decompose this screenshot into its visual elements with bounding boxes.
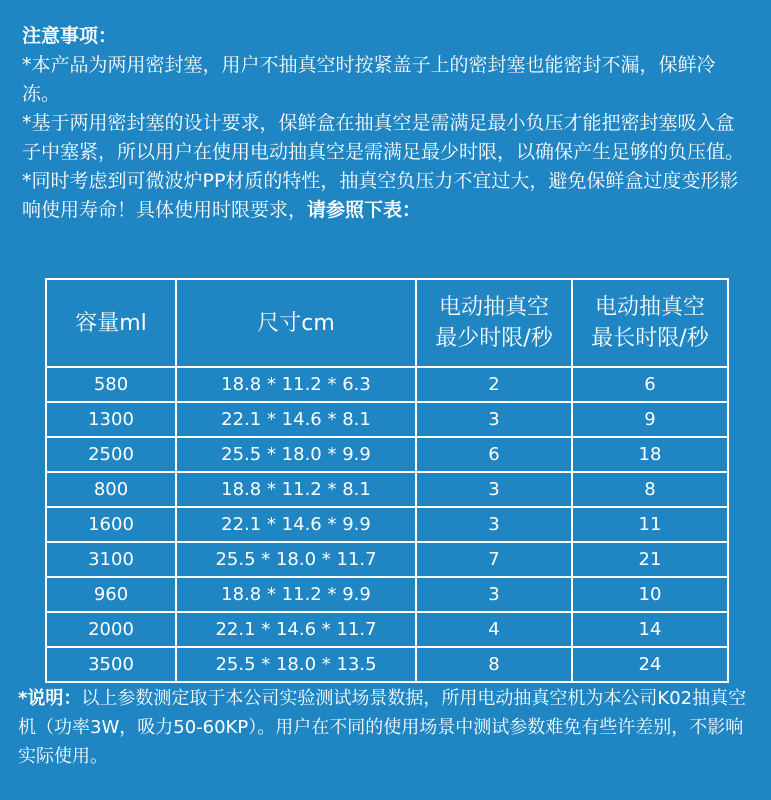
cell-capacity: 2000 xyxy=(46,612,176,647)
cell-size: 22.1 * 14.6 * 11.7 xyxy=(176,612,416,647)
cell-max: 11 xyxy=(572,507,728,542)
cell-min: 3 xyxy=(416,507,572,542)
footer-label: *说明： xyxy=(18,688,82,709)
table-row xyxy=(46,507,728,542)
header-size: 尺寸cm xyxy=(176,279,416,367)
cell-max: 18 xyxy=(572,437,728,472)
cell-min: 6 xyxy=(416,437,572,472)
cell-max: 10 xyxy=(572,577,728,612)
cell-size: 22.1 * 14.6 * 8.1 xyxy=(176,402,416,437)
cell-capacity: 580 xyxy=(46,367,176,402)
note-paragraph-3-text: *同时考虑到可微波炉PP材质的特性，抽真空负压力不宜过大，避免保鲜盒过度变形影响使用寿命！具体使用时限要求， xyxy=(22,170,739,221)
cell-capacity: 1300 xyxy=(46,402,176,437)
cell-capacity: 3100 xyxy=(46,542,176,577)
cell-size: 18.8 * 11.2 * 8.1 xyxy=(176,472,416,507)
cell-min: 2 xyxy=(416,367,572,402)
table-header-row xyxy=(46,279,728,367)
note-paragraph-1: *本产品为两用密封塞，用户不抽真空时按紧盖子上的密封塞也能密封不漏，保鲜冷冻。 xyxy=(22,54,716,105)
cell-capacity: 1600 xyxy=(46,507,176,542)
note-paragraph-2: *基于两用密封塞的设计要求，保鲜盒在抽真空是需满足最小负压才能把密封塞吸入盒子中塞紧，所以用户在使用电动抽真空是需满足最少时限，以确保产生足够的负压值。 xyxy=(22,112,745,163)
table-row xyxy=(46,367,728,402)
vacuum-time-table xyxy=(45,278,729,683)
footer-note xyxy=(18,684,758,771)
cell-capacity: 3500 xyxy=(46,647,176,682)
cell-size: 25.5 * 18.0 * 9.9 xyxy=(176,437,416,472)
notes-heading: 注意事项： xyxy=(22,25,118,47)
cell-min: 8 xyxy=(416,647,572,682)
table-row xyxy=(46,647,728,682)
header-min-time xyxy=(416,279,572,367)
cell-size: 22.1 * 14.6 * 9.9 xyxy=(176,507,416,542)
table-row xyxy=(46,542,728,577)
cell-max: 24 xyxy=(572,647,728,682)
header-min-line1: 电动抽真空 xyxy=(438,295,549,320)
cell-max: 6 xyxy=(572,367,728,402)
table-row xyxy=(46,612,728,647)
cell-max: 14 xyxy=(572,612,728,647)
header-min-line2: 最少时限/秒 xyxy=(435,326,553,351)
cell-capacity: 960 xyxy=(46,577,176,612)
note-paragraph-3 xyxy=(22,167,752,225)
cell-size: 18.8 * 11.2 * 9.9 xyxy=(176,577,416,612)
notes-section xyxy=(22,22,752,225)
table-row xyxy=(46,402,728,437)
cell-max: 21 xyxy=(572,542,728,577)
note-paragraph-3-emphasis: 请参照下表： xyxy=(307,199,422,221)
cell-min: 3 xyxy=(416,472,572,507)
table-row xyxy=(46,577,728,612)
cell-min: 4 xyxy=(416,612,572,647)
cell-size: 18.8 * 11.2 * 6.3 xyxy=(176,367,416,402)
cell-max: 8 xyxy=(572,472,728,507)
cell-max: 9 xyxy=(572,402,728,437)
cell-capacity: 2500 xyxy=(46,437,176,472)
header-max-line1: 电动抽真空 xyxy=(594,295,705,320)
cell-size: 25.5 * 18.0 * 13.5 xyxy=(176,647,416,682)
cell-size: 25.5 * 18.0 * 11.7 xyxy=(176,542,416,577)
header-max-time xyxy=(572,279,728,367)
header-max-line2: 最长时限/秒 xyxy=(591,326,709,351)
cell-capacity: 800 xyxy=(46,472,176,507)
table-row xyxy=(46,437,728,472)
cell-min: 3 xyxy=(416,402,572,437)
header-capacity: 容量ml xyxy=(46,279,176,367)
footer-text: 以上参数测定取于本公司实验测试场景数据，所用电动抽真空机为本公司K02抽真空机（功率3W，吸力50-60KP）。用户在不同的使用场景中测试参数难免有些许差别，不影响实际使用。 xyxy=(18,688,747,767)
table-row xyxy=(46,472,728,507)
cell-min: 7 xyxy=(416,542,572,577)
cell-min: 3 xyxy=(416,577,572,612)
